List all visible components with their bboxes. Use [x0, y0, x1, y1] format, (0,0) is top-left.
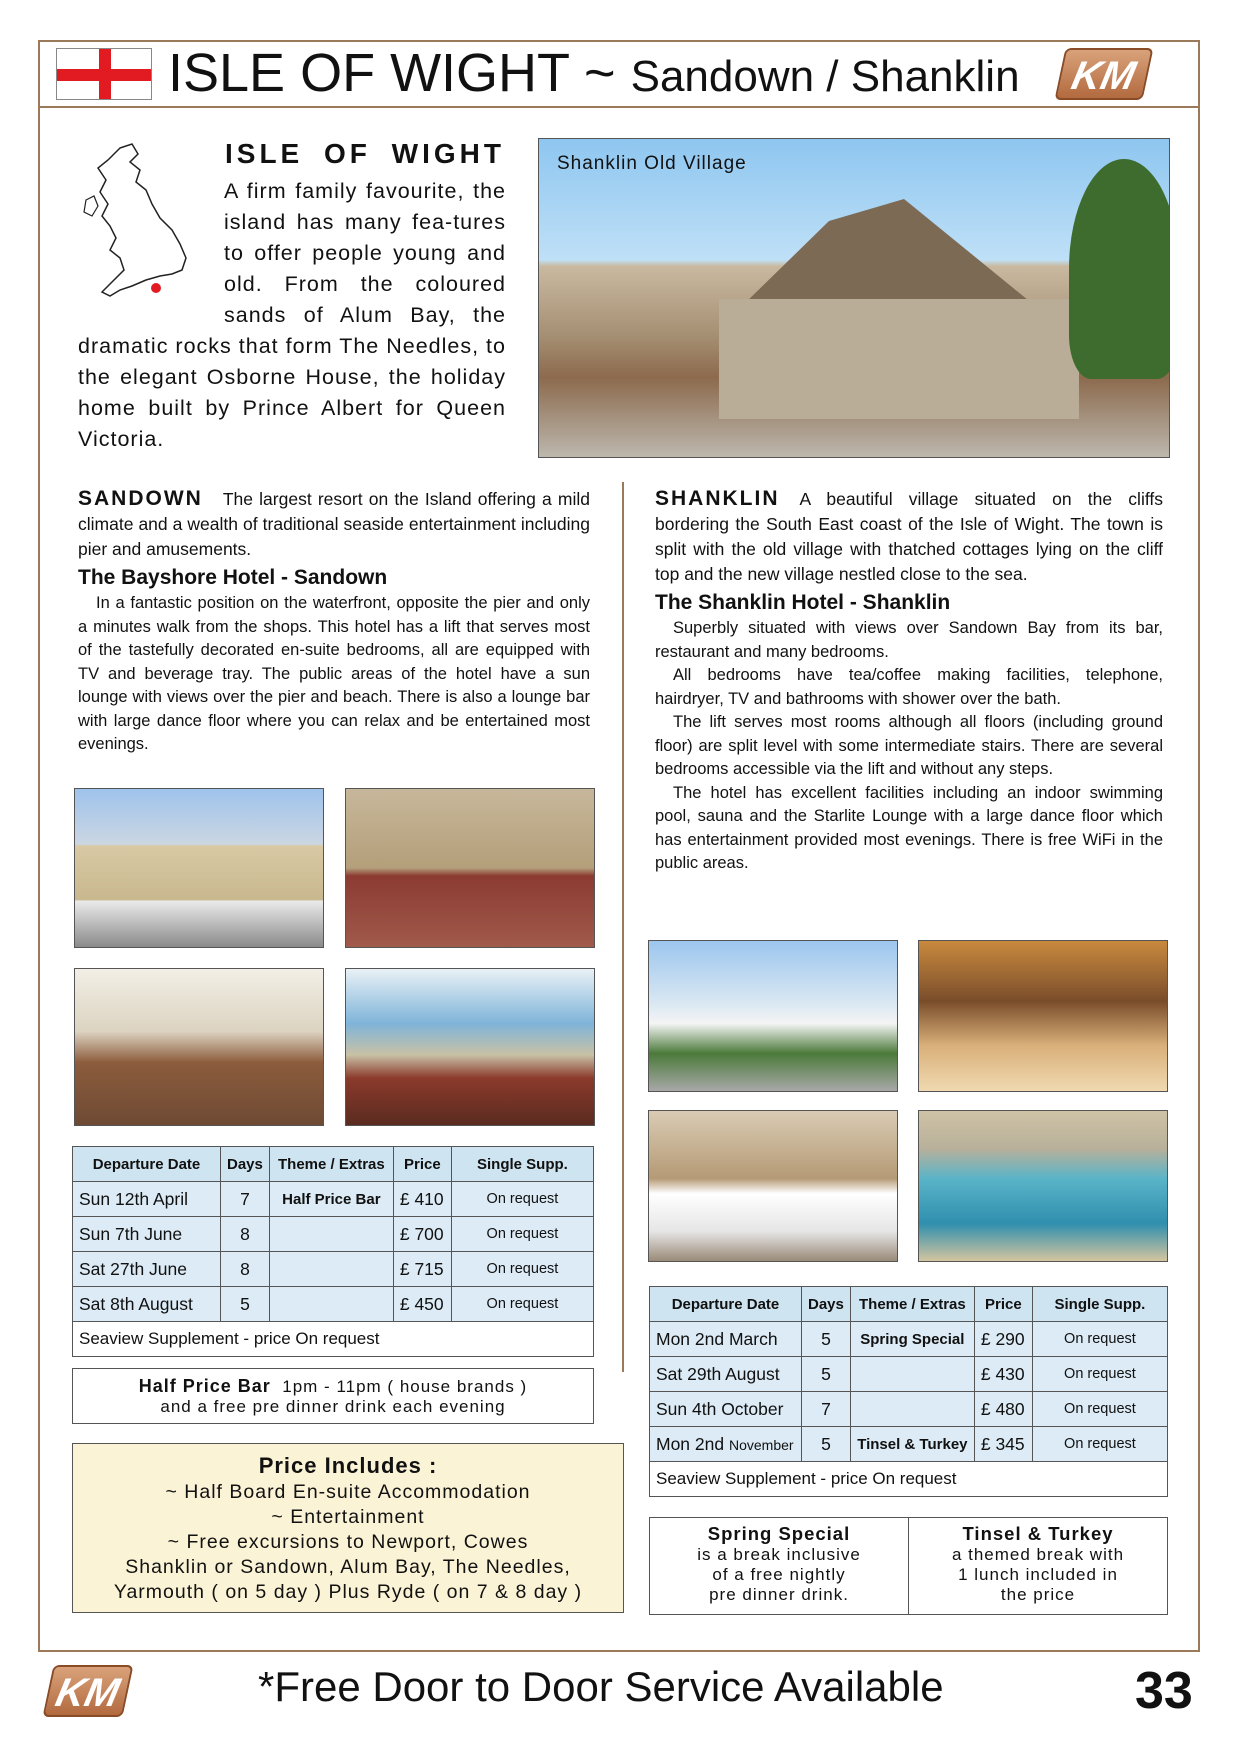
- days: 5: [802, 1322, 851, 1357]
- bayshore-exterior-photo: [74, 788, 324, 948]
- header-theme: Theme / Extras: [850, 1287, 974, 1322]
- single-supp: On request: [451, 1217, 593, 1252]
- days: 7: [221, 1182, 270, 1217]
- intro-text: A firm family favourite, the island has many fea-tures to offer people young and old. From the coloured sands of Alum Bay, the dramatic rocks that form The Needles, to the elegant Osborne House, the holiday home built by Prince Albert for Queen Victoria.: [78, 179, 506, 451]
- table-row: [650, 1392, 1168, 1427]
- price-includes-line: ~ Half Board En-suite Accommodation: [165, 1481, 531, 1503]
- header-single-supp: Single Supp.: [451, 1147, 593, 1182]
- price: £ 450: [393, 1287, 451, 1322]
- footer-service-text: *Free Door to Door Service Available: [258, 1663, 944, 1710]
- spring-special-title: Spring Special: [707, 1523, 851, 1544]
- price-includes-box: [72, 1443, 624, 1613]
- header-price: Price: [393, 1147, 451, 1182]
- tinsel-turkey-note: [908, 1518, 1167, 1614]
- price-includes-line: ~ Entertainment: [271, 1506, 425, 1528]
- table-row: [650, 1322, 1168, 1357]
- sandown-heading: SANDOWN: [78, 487, 203, 510]
- single-supp: On request: [451, 1252, 593, 1287]
- single-supp: On request: [451, 1287, 593, 1322]
- header-days: Days: [221, 1147, 270, 1182]
- bayshore-lounge-photo: [74, 968, 324, 1126]
- spring-special-line: of a free nightly: [712, 1565, 846, 1584]
- half-price-bar-line2: and a free pre dinner drink each evening: [160, 1397, 506, 1416]
- table-footer-row: [650, 1462, 1168, 1497]
- shanklin-para-2: All bedrooms have tea/coffee making facilities, telephone, hairdryer, TV and bathrooms with shower over the bath.: [655, 666, 1163, 708]
- bayshore-hotel-text: In a fantastic position on the waterfront, opposite the pier and only a minutes walk from the shops. This hotel has a lift that serves most of the tastefully decorated en-suite bedrooms, all are equipped with TV and beverage tray. The public areas of the hotel have a sun lounge with views over the pier and beach. There is also a lounge bar with large dance floor where you can relax and be entertained most evenings.: [78, 594, 590, 753]
- table-header-row: [73, 1147, 594, 1182]
- price: £ 715: [393, 1252, 451, 1287]
- price: £ 410: [393, 1182, 451, 1217]
- shanklin-hotel-exterior-photo: [648, 940, 898, 1092]
- departure-date: Sun 7th June: [73, 1217, 221, 1252]
- page-number: 33: [1135, 1662, 1193, 1720]
- days: 5: [221, 1287, 270, 1322]
- departure-date: Mon 2nd March: [650, 1322, 802, 1357]
- bayshore-bedroom-photo: [345, 788, 595, 948]
- table-row: [73, 1287, 594, 1322]
- price-includes-line: Yarmouth ( on 5 day ) Plus Ryde ( on 7 & 8 day ): [113, 1581, 583, 1603]
- shanklin-para-4: The hotel has excellent facilities including an indoor swimming pool, sauna and the Starlite Lounge with a large dance floor which has entertainment provided most evenings. There is free WiFi in the public areas.: [655, 783, 1163, 872]
- england-flag-icon: [56, 48, 152, 100]
- departure-date: Sun 4th October: [650, 1392, 802, 1427]
- theme: [269, 1217, 393, 1252]
- sandown-price-table: [72, 1146, 594, 1357]
- page-header: [38, 40, 1200, 108]
- theme: [850, 1392, 974, 1427]
- shanklin-lead: A beautiful village situated on the cliffs bordering the South East coast of the Isle of Wight. The town is split with the old village with thatched cottages lying on the cliff top and the new village nestled close to the sea.: [655, 489, 1163, 584]
- days: 8: [221, 1217, 270, 1252]
- single-supp: On request: [1032, 1322, 1167, 1357]
- sandown-section: [78, 486, 590, 757]
- theme: Spring Special: [850, 1322, 974, 1357]
- shanklin-heading: SHANKLIN: [655, 487, 780, 510]
- bayshore-hotel-name: The Bayshore Hotel - Sandown: [78, 566, 388, 589]
- single-supp: On request: [1032, 1427, 1167, 1462]
- shanklin-hotel-bedroom-photo: [648, 1110, 898, 1262]
- departure-date: Mon 2nd November: [650, 1427, 802, 1462]
- tinsel-turkey-line: the price: [1000, 1585, 1076, 1604]
- title-sub: Sandown / Shanklin: [630, 52, 1020, 101]
- price-includes-line: ~ Free excursions to Newport, Cowes: [167, 1531, 529, 1553]
- shanklin-old-village-photo: [538, 138, 1170, 458]
- shanklin-section: [655, 486, 1163, 876]
- departure-date: Sat 27th June: [73, 1252, 221, 1287]
- bayshore-sea-view-photo: [345, 968, 595, 1126]
- photo-caption: Shanklin Old Village: [557, 153, 747, 174]
- shanklin-hotel-lobby-photo: [918, 940, 1168, 1092]
- km-logo: KM: [1054, 48, 1153, 100]
- table-row: [650, 1427, 1168, 1462]
- price: £ 480: [974, 1392, 1032, 1427]
- days: 5: [802, 1427, 851, 1462]
- header-days: Days: [802, 1287, 851, 1322]
- price: £ 290: [974, 1322, 1032, 1357]
- half-price-bar-box: [72, 1368, 594, 1424]
- table-row: [73, 1217, 594, 1252]
- seaview-supplement: Seaview Supplement - price On request: [650, 1462, 1168, 1497]
- departure-date: Sat 29th August: [650, 1357, 802, 1392]
- spring-special-line: is a break inclusive: [697, 1545, 861, 1564]
- table-row: [73, 1252, 594, 1287]
- days: 7: [802, 1392, 851, 1427]
- intro-heading: ISLE OF WIGHT: [225, 138, 505, 169]
- theme: Half Price Bar: [269, 1182, 393, 1217]
- shanklin-para-1: Superbly situated with views over Sandown Bay from its bar, restaurant and many bedrooms.: [655, 619, 1163, 661]
- price-includes-title: Price Includes :: [258, 1453, 438, 1478]
- specials-box: [649, 1517, 1168, 1615]
- tinsel-turkey-line: 1 lunch included in: [958, 1565, 1118, 1584]
- page-title: [168, 38, 1020, 112]
- price-includes-line: Shanklin or Sandown, Alum Bay, The Needles,: [125, 1556, 571, 1578]
- shanklin-price-table: [649, 1286, 1168, 1497]
- theme: [850, 1357, 974, 1392]
- table-footer-row: [73, 1322, 594, 1357]
- departure-date: Sun 12th April: [73, 1182, 221, 1217]
- days: 8: [221, 1252, 270, 1287]
- days: 5: [802, 1357, 851, 1392]
- seaview-supplement: Seaview Supplement - price On request: [73, 1322, 594, 1357]
- theme: Tinsel & Turkey: [850, 1427, 974, 1462]
- header-departure-date: Departure Date: [650, 1287, 802, 1322]
- theme: [269, 1287, 393, 1322]
- single-supp: On request: [451, 1182, 593, 1217]
- header-departure-date: Departure Date: [73, 1147, 221, 1182]
- title-main: ISLE OF WIGHT ~: [168, 43, 616, 103]
- km-logo-footer: KM: [42, 1665, 133, 1717]
- departure-date: Sat 8th August: [73, 1287, 221, 1322]
- price: £ 345: [974, 1427, 1032, 1462]
- single-supp: On request: [1032, 1392, 1167, 1427]
- column-divider: [622, 482, 624, 1372]
- single-supp: On request: [1032, 1357, 1167, 1392]
- shanklin-hotel-name: The Shanklin Hotel - Shanklin: [655, 591, 951, 614]
- header-single-supp: Single Supp.: [1032, 1287, 1167, 1322]
- shanklin-para-3: The lift serves most rooms although all floors (including ground floor) are split level with some intermediate stairs. There are several bedrooms accessible via the lift and without any steps.: [655, 713, 1163, 778]
- price: £ 430: [974, 1357, 1032, 1392]
- header-theme: Theme / Extras: [269, 1147, 393, 1182]
- half-price-bar-title: Half Price Bar: [138, 1376, 271, 1396]
- price: £ 700: [393, 1217, 451, 1252]
- table-row: [650, 1357, 1168, 1392]
- sandown-lead: The largest resort on the Island offering a mild climate and a wealth of traditional seaside entertainment including pier and amusements.: [78, 489, 590, 559]
- table-row: [73, 1182, 594, 1217]
- header-price: Price: [974, 1287, 1032, 1322]
- spring-special-line: pre dinner drink.: [709, 1585, 849, 1604]
- table-header-row: [650, 1287, 1168, 1322]
- theme: [269, 1252, 393, 1287]
- half-price-bar-line1: 1pm - 11pm ( house brands ): [282, 1377, 528, 1396]
- tinsel-turkey-line: a themed break with: [951, 1545, 1125, 1564]
- shanklin-hotel-pool-photo: [918, 1110, 1168, 1262]
- tinsel-turkey-title: Tinsel & Turkey: [962, 1523, 1114, 1544]
- spring-special-note: [650, 1518, 908, 1614]
